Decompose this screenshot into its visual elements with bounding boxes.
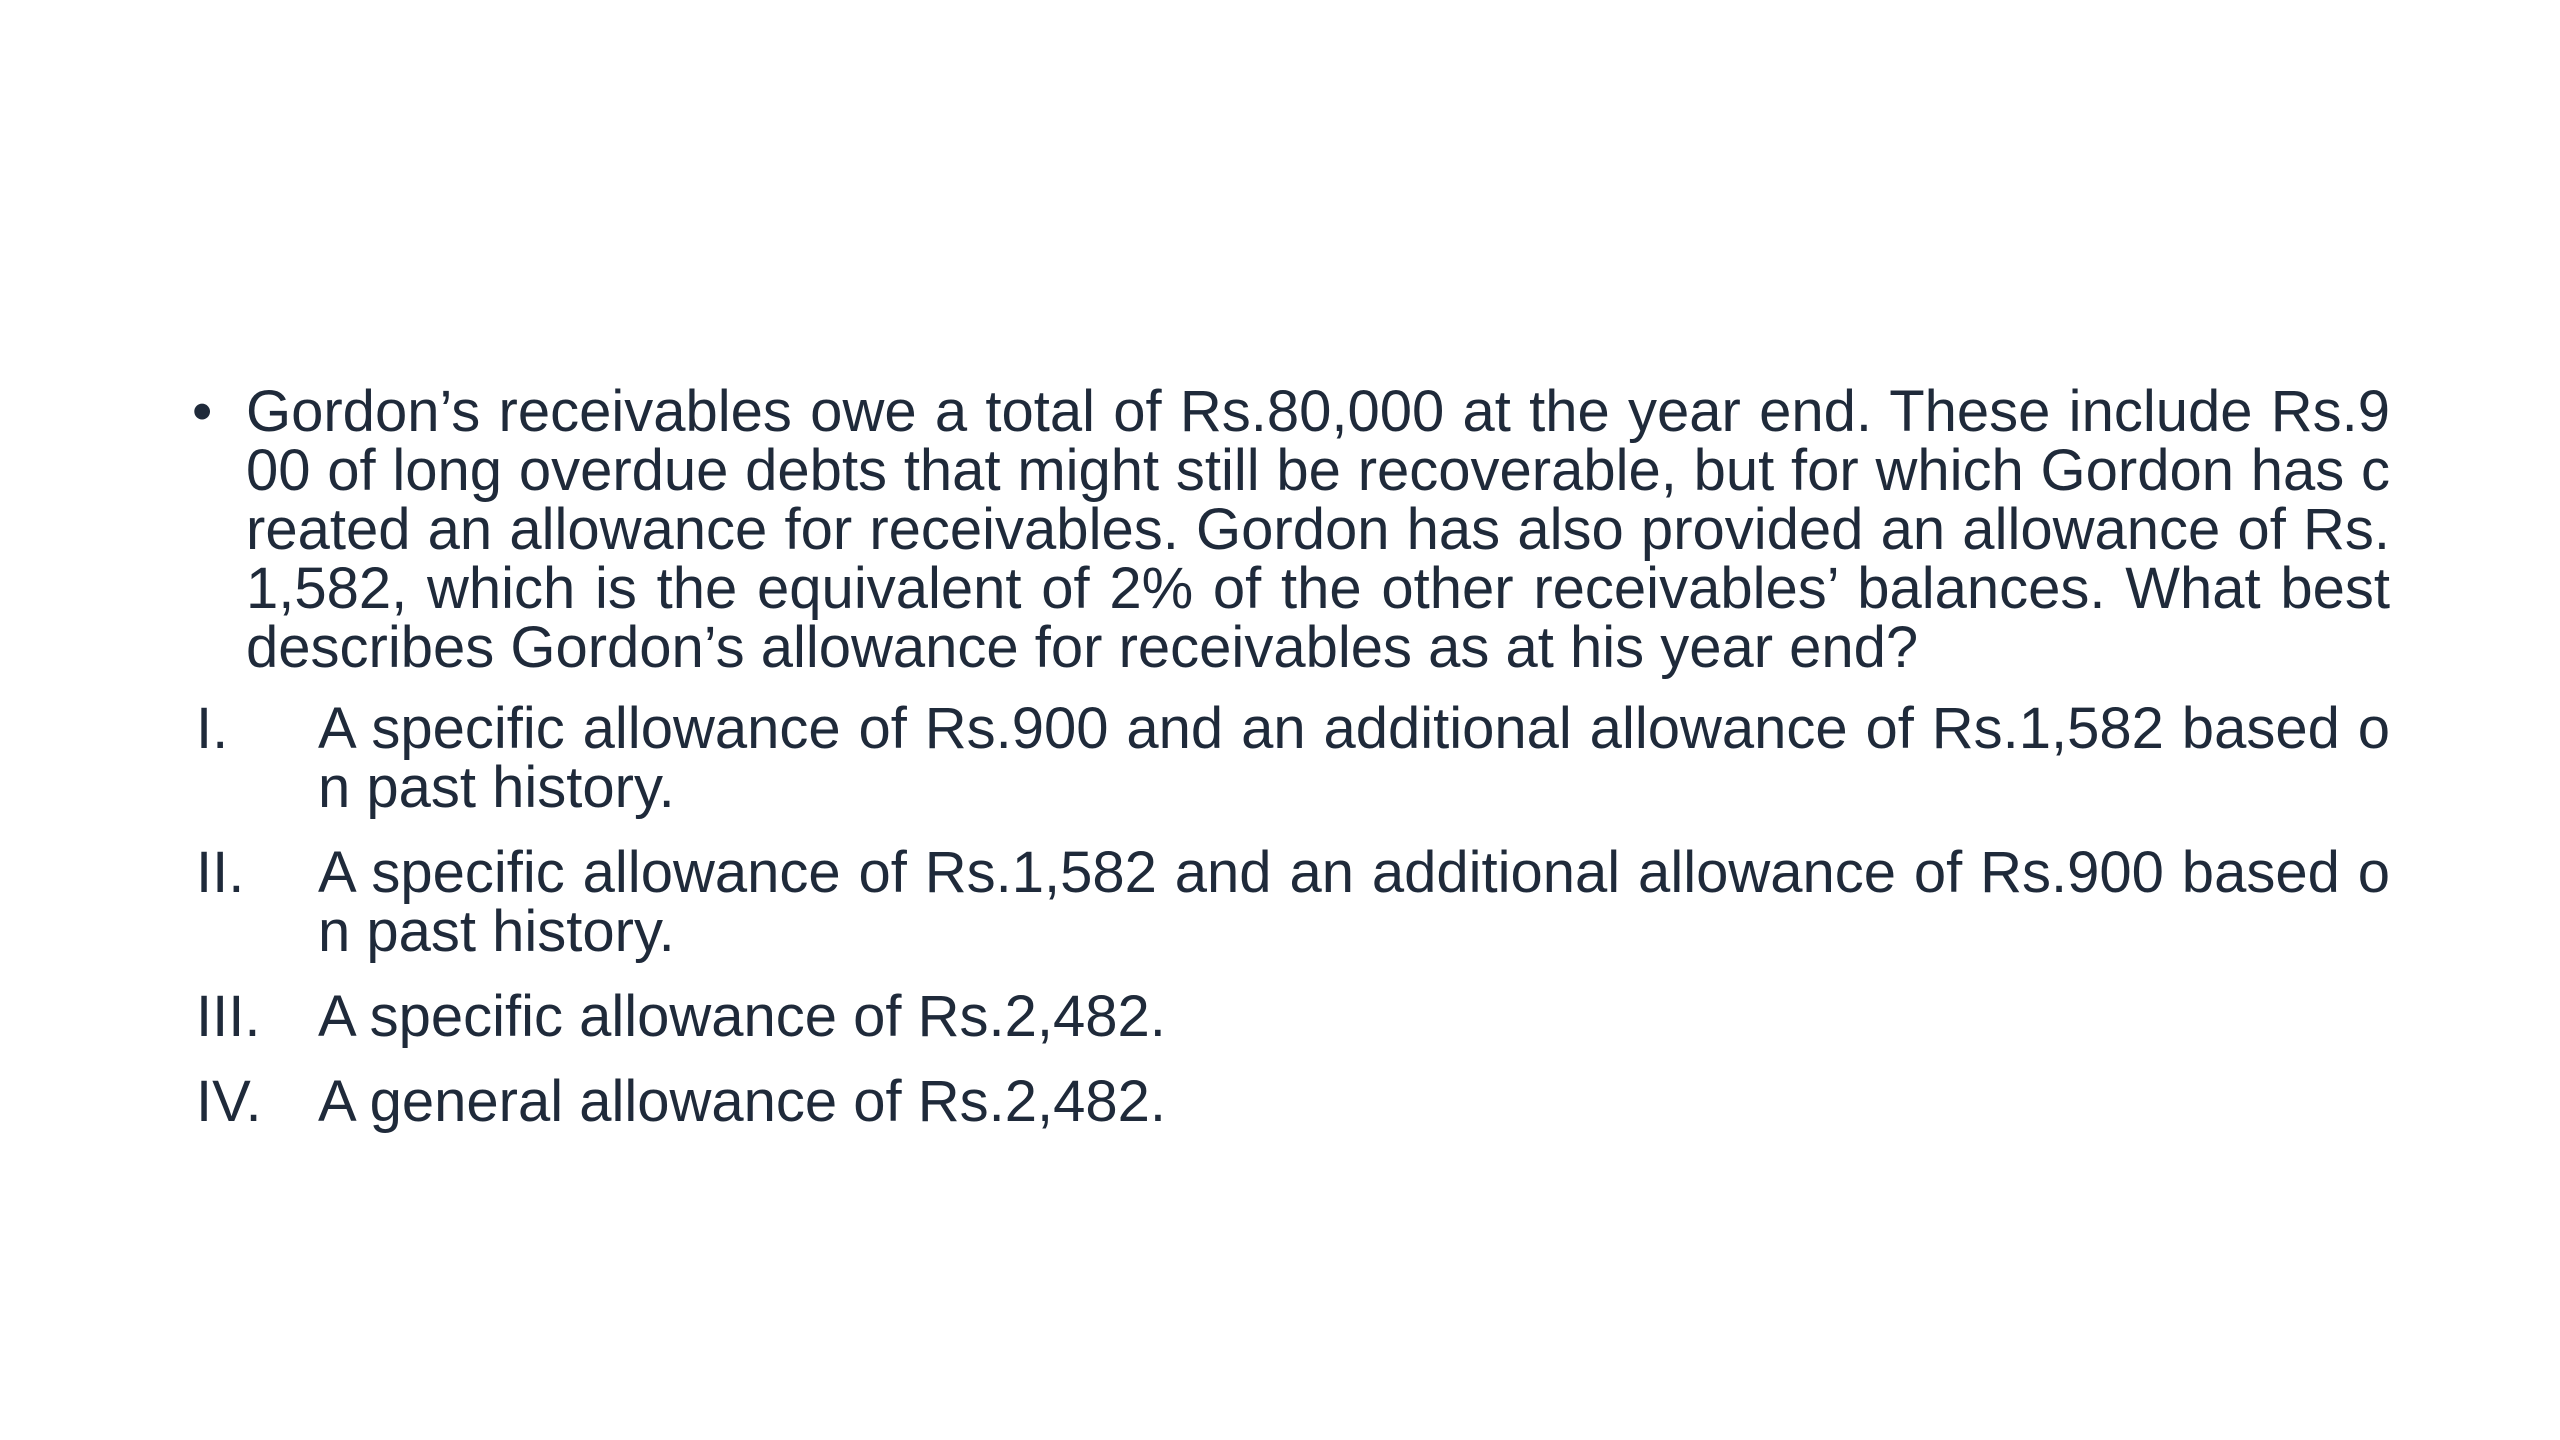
question-bullet [190, 379, 2390, 680]
bullet-icon: • [192, 379, 213, 444]
option-i [190, 696, 2390, 820]
option-text: A specific allowance of Rs.1,582 and an additional allowance of Rs.900 based on past history. [318, 840, 2390, 964]
option-text: A specific allowance of Rs.900 and an additional allowance of Rs.1,582 based on past history. [318, 696, 2390, 820]
option-ii [190, 840, 2390, 964]
question-text: Gordon’s receivables owe a total of Rs.80,000 at the year end. These include Rs.900 of long overdue debts that might still be recoverable, but for which Gordon has created an allowance for receivables. Gordon has also provided an allowance of Rs.1,582, which is the equivalent of 2% of the other receivables’ balances. What best describes Gordon’s allowance for receivables as at his year end? [246, 379, 2390, 680]
option-number: III. [196, 984, 261, 1049]
slide-content [190, 379, 2390, 1157]
option-iii [190, 984, 2390, 1049]
option-text: A general allowance of Rs.2,482. [318, 1069, 1166, 1134]
option-number: IV. [196, 1069, 262, 1134]
option-number: I. [196, 696, 229, 761]
option-iv [190, 1069, 2390, 1134]
option-number: II. [196, 840, 245, 905]
option-text: A specific allowance of Rs.2,482. [318, 984, 1166, 1049]
